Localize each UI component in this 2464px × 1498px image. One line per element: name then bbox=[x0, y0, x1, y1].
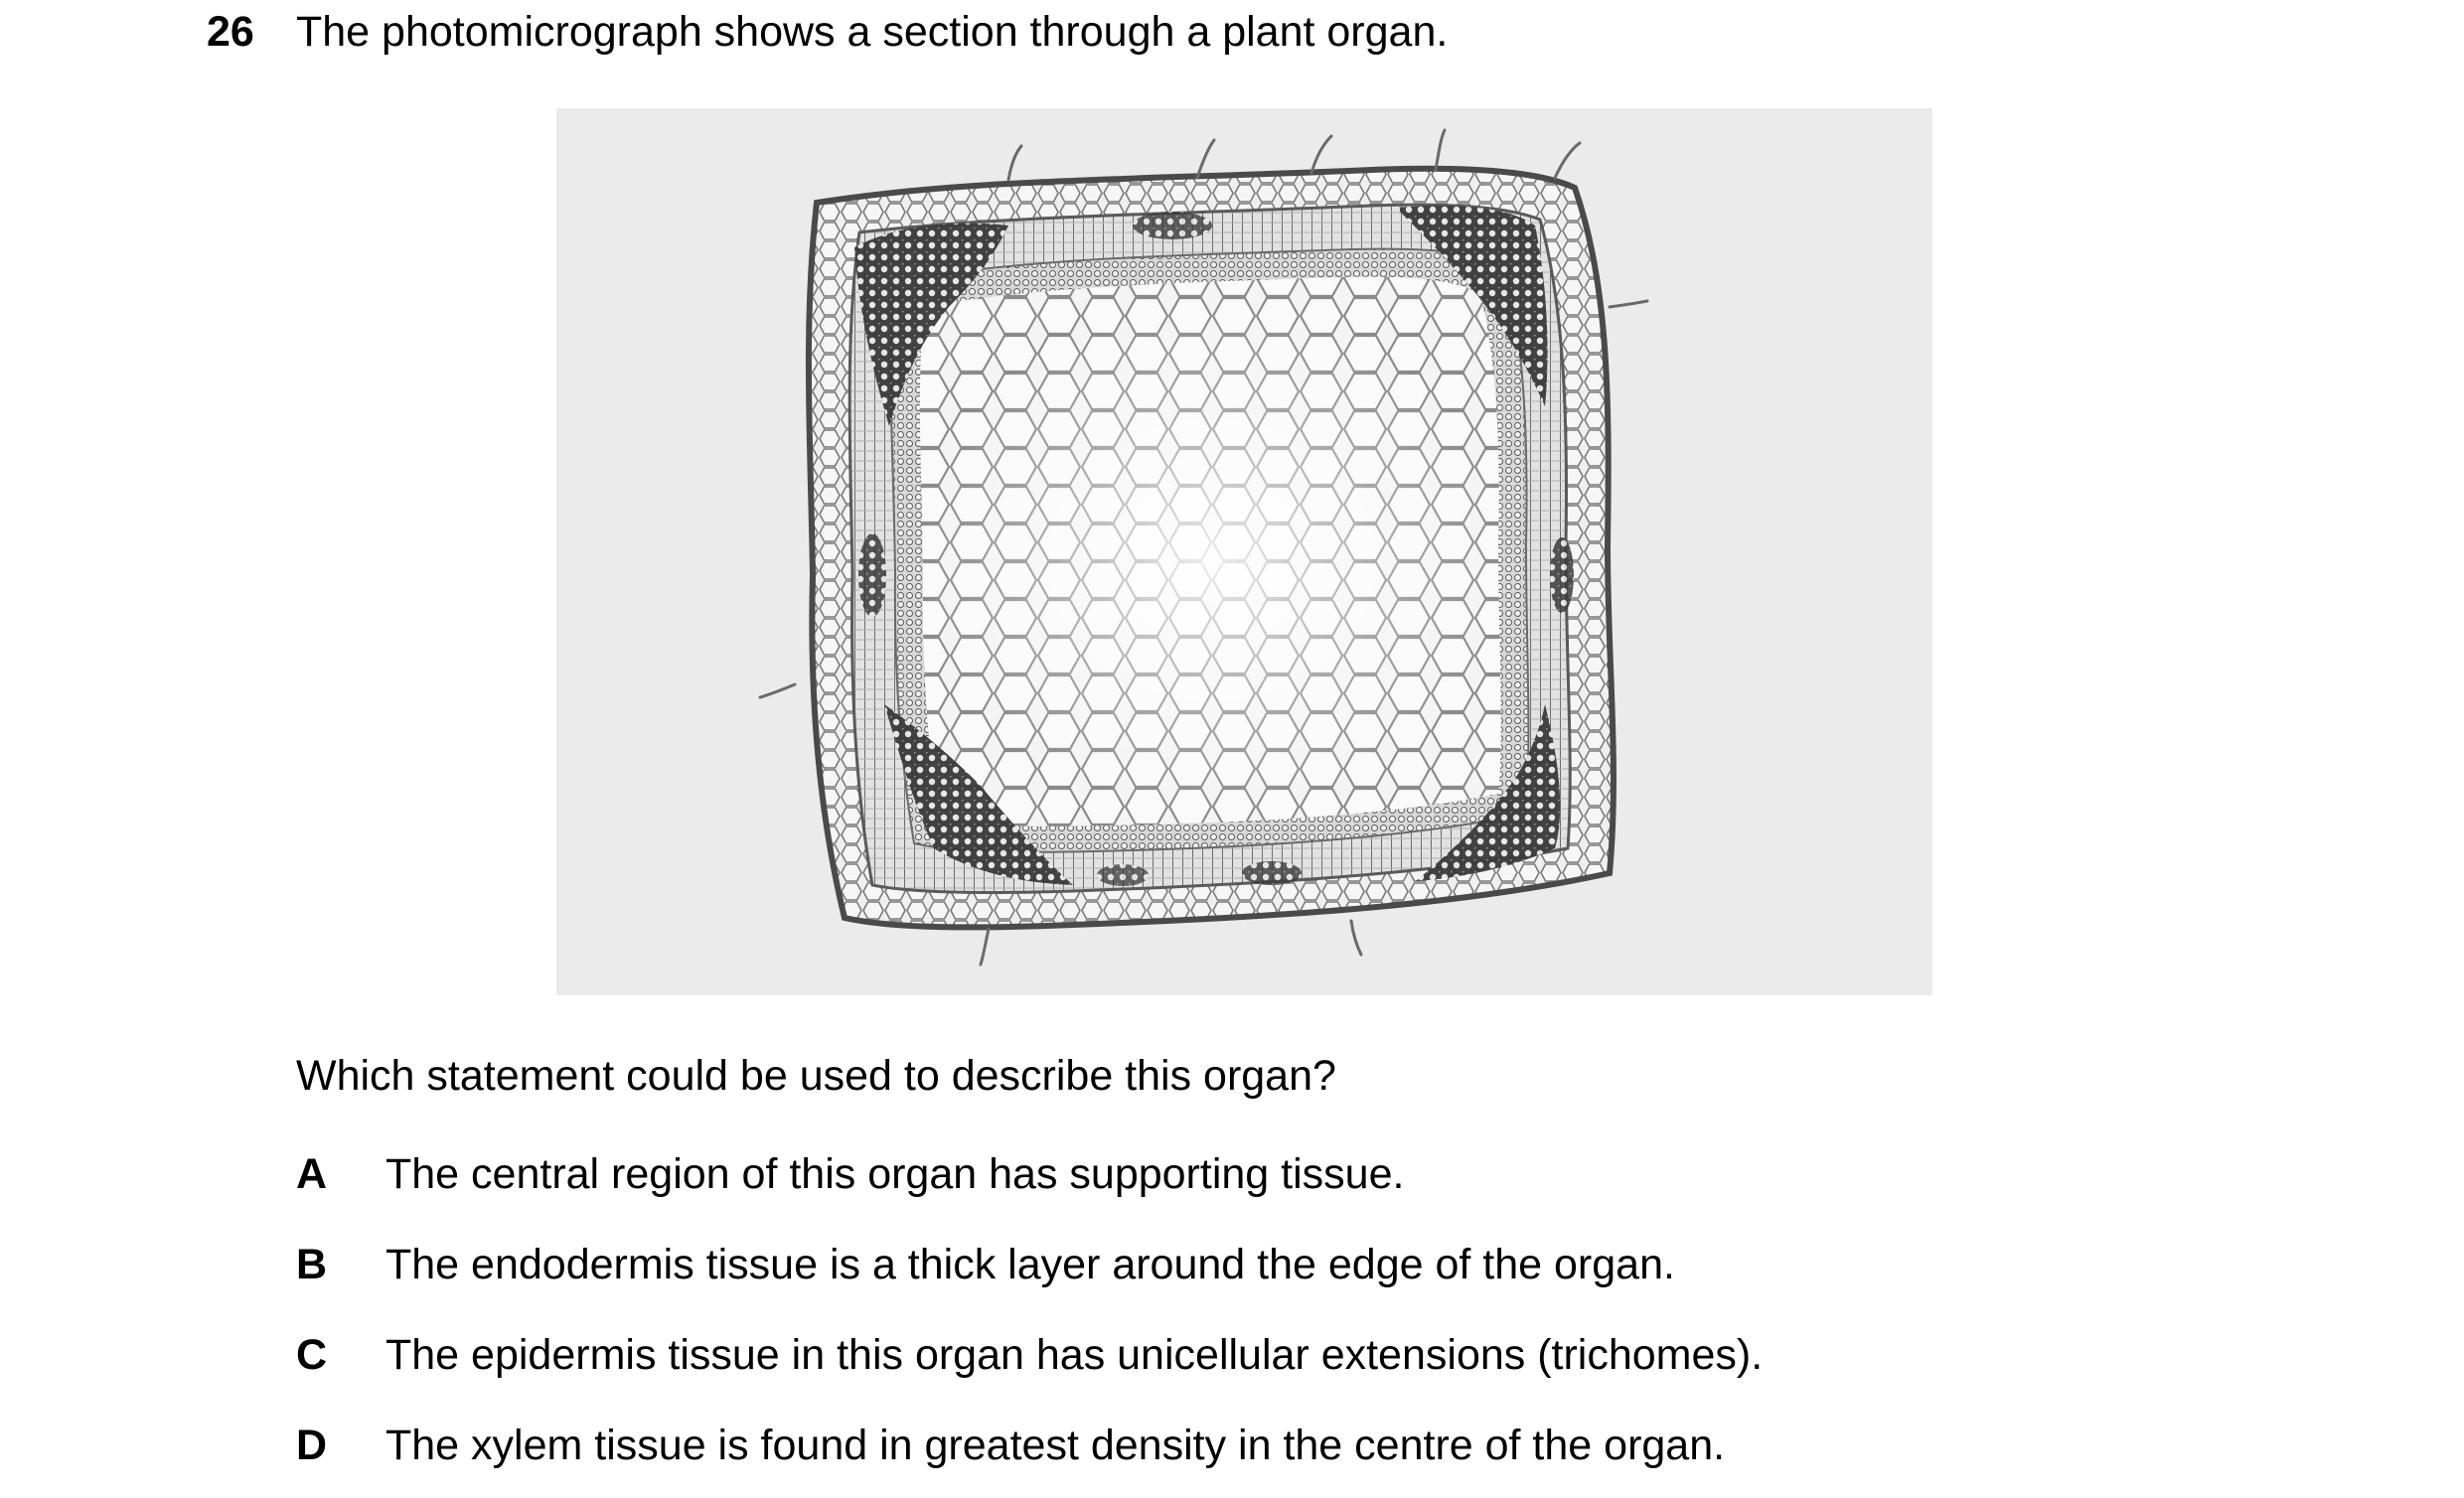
question-stem: The photomicrograph shows a section through a plant organ. bbox=[296, 8, 1449, 56]
option-a[interactable] bbox=[296, 1148, 1985, 1200]
option-text: The xylem tissue is found in greatest density in the centre of the organ. bbox=[385, 1422, 1726, 1469]
option-text: The endodermis tissue is a thick layer around the edge of the organ. bbox=[385, 1241, 1675, 1288]
option-letter: D bbox=[296, 1422, 328, 1469]
option-d[interactable] bbox=[296, 1420, 1985, 1471]
option-text: The epidermis tissue in this organ has unicellular extensions (trichomes). bbox=[385, 1331, 1764, 1379]
option-c[interactable] bbox=[296, 1329, 1985, 1381]
option-text: The central region of this organ has supporting tissue. bbox=[385, 1150, 1405, 1198]
option-letter: A bbox=[296, 1150, 328, 1198]
question-number: 26 bbox=[207, 8, 254, 56]
option-b[interactable] bbox=[296, 1239, 1985, 1290]
plant-stem-section-image bbox=[556, 108, 1932, 995]
option-letter: B bbox=[296, 1241, 328, 1288]
question-prompt: Which statement could be used to describe this organ? bbox=[296, 1052, 1336, 1100]
photomicrograph-figure bbox=[556, 108, 1932, 995]
option-letter: C bbox=[296, 1331, 328, 1379]
